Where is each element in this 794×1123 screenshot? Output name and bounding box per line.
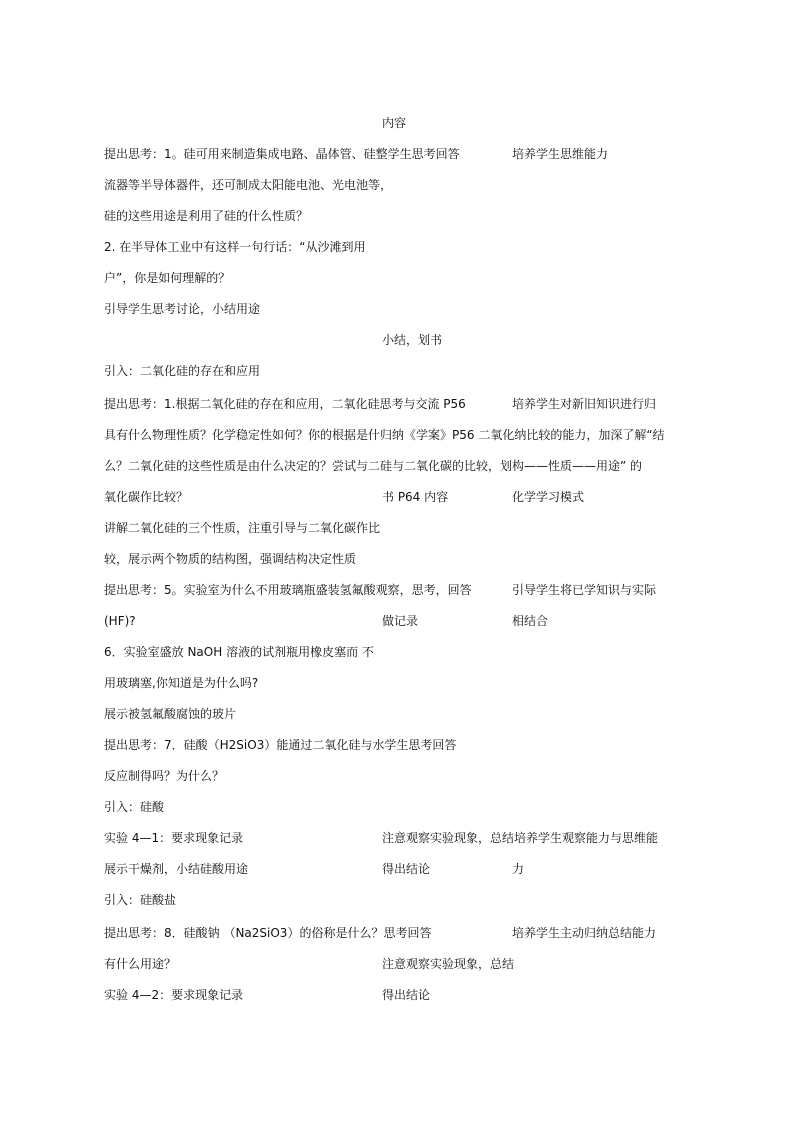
text-line: 提出思考：8．硅酸钠 （Na2SiO3）的俗称是什么？思考回答 [104, 926, 432, 940]
text-line: 户”，你是如何理解的？ [104, 271, 231, 285]
page-title: 内容 [382, 116, 407, 130]
text-line: 力 [512, 862, 525, 876]
text-line: 培养学生思维能力 [512, 147, 609, 161]
text-line: 做记录 [382, 614, 419, 628]
text-line: 反应制得吗？为什么？ [104, 769, 225, 783]
text-line: 展示被氢氟酸腐蚀的玻片 [104, 707, 237, 721]
text-line: 提出思考：5。实验室为什么不用玻璃瓶盛装氢氟酸观察，思考，回答 [104, 583, 472, 597]
text-line: 化学学习模式 [512, 490, 585, 504]
text-line: 实验 4—1：要求现象记录 [104, 831, 244, 845]
text-line: 得出结论 [382, 862, 431, 876]
text-line: 氧化碳作比较？ [104, 490, 189, 504]
text-line: 相结合 [512, 614, 549, 628]
text-line: 较，展示两个物质的结构图，强调结构决定性质 [104, 552, 357, 566]
text-line: 提出思考：1.根据二氧化硅的存在和应用，二氧化硅思考与交流 P56 [104, 397, 466, 411]
text-line: 6．实验室盛放 NaOH 溶液的试剂瓶用橡皮塞而 不 [104, 645, 374, 659]
text-line: 展示干燥剂，小结硅酸用途 [104, 862, 249, 876]
text-line: 有什么用途？ [104, 957, 177, 971]
text-line: 培养学生对新旧知识进行归 [512, 397, 657, 411]
text-line: 注意观察实验现象，总结 [382, 957, 515, 971]
text-line: 流器等半导体器件，还可制成太阳能电池、光电池等， [104, 178, 393, 192]
text-line: 硅的这些用途是利用了硅的什么性质？ [104, 209, 309, 223]
text-line: 培养学生主动归纳总结能力 [512, 926, 657, 940]
text-line: 得出结论 [382, 988, 431, 1002]
text-line: 引导学生思考讨论，小结用途 [104, 302, 261, 316]
text-line: 具有什么物理性质？化学稳定性如何？你的根据是什归纳《学案》P56 二氧化纳比较的能力，加深了解“结 [104, 428, 665, 442]
text-line: 用玻璃塞,你知道是为什么吗? [104, 676, 259, 690]
text-line: 提出思考：7．硅酸（H2SiO3）能通过二氧化硅与水学生思考回答 [104, 738, 457, 752]
text-line: 讲解二氧化硅的三个性质，注重引导与二氧化碳作比 [104, 521, 381, 535]
text-line: 注意观察实验现象，总结培养学生观察能力与思维能 [382, 831, 659, 845]
text-line: 实验 4—2：要求现象记录 [104, 988, 244, 1002]
text-line: 书 P64 内容 [382, 490, 449, 504]
text-line: 引入：硅酸 [104, 800, 165, 814]
text-line: (HF)? [104, 614, 136, 628]
text-line: 么？二氧化硅的这些性质是由什么决定的？尝试与二硅与二氧化碳的比较，划构——性质——用途” 的 [104, 459, 643, 473]
text-line: 引导学生将已学知识与实际 [512, 583, 657, 597]
text-line: 引入：硅酸盐 [104, 893, 177, 907]
text-line: 引入：二氧化硅的存在和应用 [104, 364, 261, 378]
text-line: 提出思考：1。硅可用来制造集成电路、晶体管、硅整学生思考回答 [104, 147, 460, 161]
text-line: 小结，划书 [382, 333, 443, 347]
text-line: 2. 在半导体工业中有这样一句行话：“从沙滩到用 [104, 240, 366, 254]
